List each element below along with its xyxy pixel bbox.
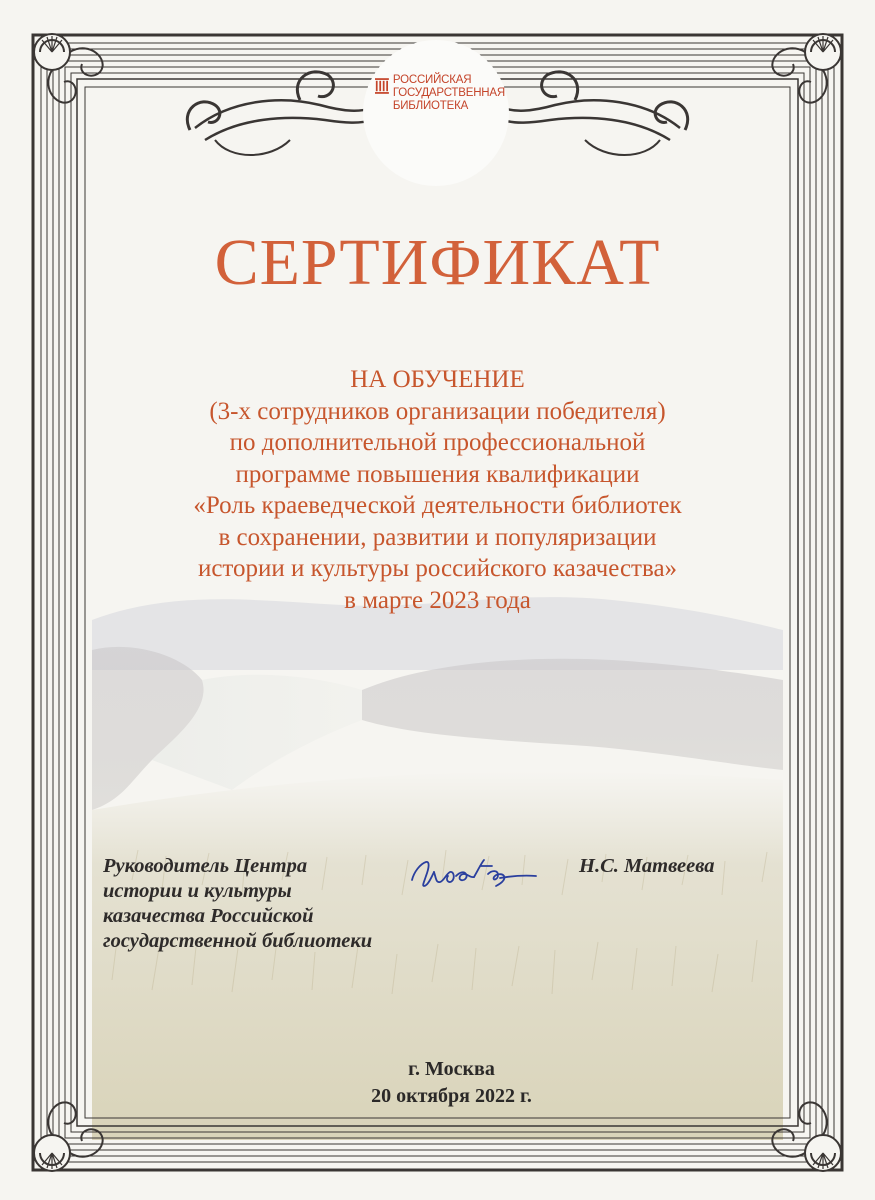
position-line: истории и культуры — [103, 880, 292, 902]
body-line: (3-х сотрудников организации победителя) — [209, 397, 666, 425]
corner-ornament-top-left — [34, 34, 103, 103]
scroll-ornament-right — [503, 72, 688, 155]
position-line: государственной библиотеки — [103, 930, 373, 952]
signatory-name: Н.С. Матвеева — [579, 855, 715, 877]
body-line: истории и культуры российского казачества» — [197, 555, 678, 582]
logo-line: ГОСУДАРСТВЕННАЯ — [392, 87, 505, 99]
certificate-body — [0, 364, 875, 616]
body-line: НА ОБУЧЕНИЕ — [350, 366, 525, 393]
corner-ornament-top-right — [772, 34, 841, 103]
logo-line: РОССИЙСКАЯ — [392, 74, 472, 86]
body-line: «Роль краеведческой деятельности библиотек — [193, 492, 682, 519]
corner-ornament-bottom-right — [772, 1102, 841, 1171]
handwritten-signature — [400, 850, 550, 900]
place-and-date — [0, 1056, 875, 1110]
position-line: Руководитель Центра — [103, 855, 308, 877]
body-line: программе повышения квалификации — [235, 460, 640, 488]
issue-date: 20 октября 2022 г. — [371, 1085, 532, 1107]
body-line: в марте 2023 года — [344, 586, 531, 614]
corner-ornament-bottom-left — [34, 1102, 103, 1171]
scroll-ornament-left — [187, 72, 372, 155]
logo-line: БИБЛИОТЕКА — [392, 100, 469, 112]
certificate-title: СЕРТИФИКАТ — [214, 226, 661, 299]
library-logo — [375, 74, 505, 124]
body-line: в сохранении, развитии и популяризации — [218, 523, 657, 551]
position-line: казачества Российской — [103, 905, 314, 927]
library-logo-text — [393, 74, 505, 113]
body-line: по дополнительной профессиональной — [229, 429, 646, 456]
library-logo-icon — [375, 77, 389, 95]
city: г. Москва — [408, 1058, 495, 1080]
